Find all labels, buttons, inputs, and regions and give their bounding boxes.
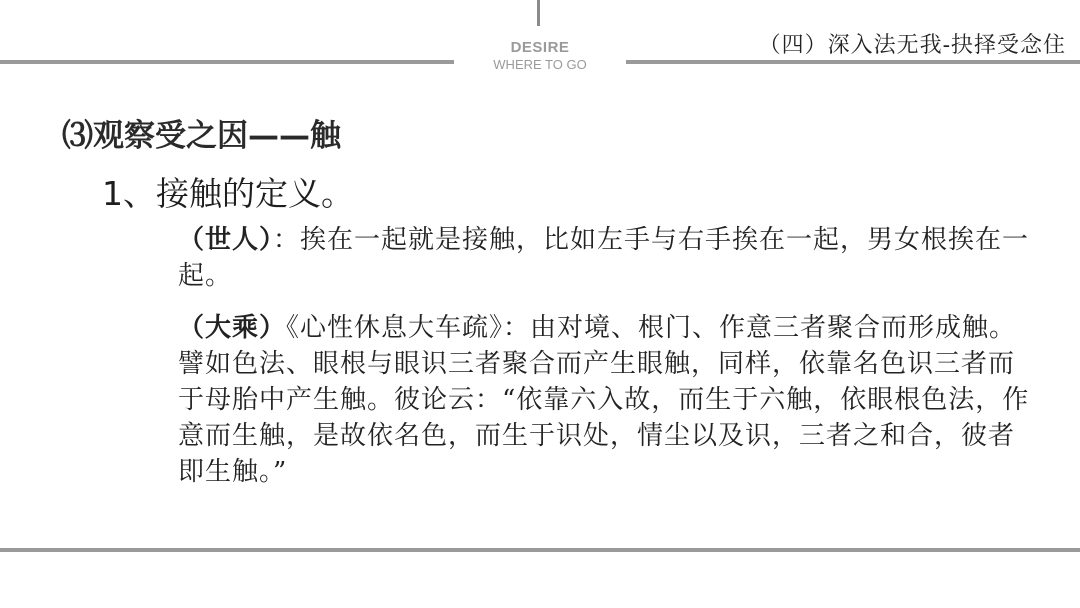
definition-worldly <box>178 222 1038 294</box>
section-title: ⑶观察受之因——触 <box>62 118 341 154</box>
header-divider-tick <box>537 0 540 26</box>
paragraph-tag: （大乘） <box>178 313 287 343</box>
desire-logo <box>470 40 610 71</box>
logo-tagline: WHERE TO GO <box>493 57 587 72</box>
footer-rule <box>0 548 1080 552</box>
slide-header-title: （四）深入法无我-抉择受念住 <box>758 33 1066 58</box>
logo-wordmark: DESIRE <box>510 39 570 56</box>
paragraph-text: ：挨在一起就是接触，比如左手与右手挨在一起，男女根挨在一起。 <box>178 225 1030 291</box>
paragraph-text: 《心性休息大车疏》：由对境、根门、作意三者聚合而形成触。譬如色法、眼根与眼识三者聚合而产生眼触，同样，依靠名色识三者而于母胎中产生触。彼论云：“依靠六入故，而生于六触，依眼根色法，作意而生触，是故依名色，而生于识处，情尘以及识，三者之和合，彼者即生触。” <box>178 313 1030 487</box>
header-rule-left <box>0 60 454 64</box>
header-rule-right <box>626 60 1080 64</box>
definition-mahayana <box>178 310 1038 490</box>
paragraph-tag: （世人） <box>178 225 274 255</box>
subsection-title: 1、接触的定义。 <box>102 174 354 213</box>
